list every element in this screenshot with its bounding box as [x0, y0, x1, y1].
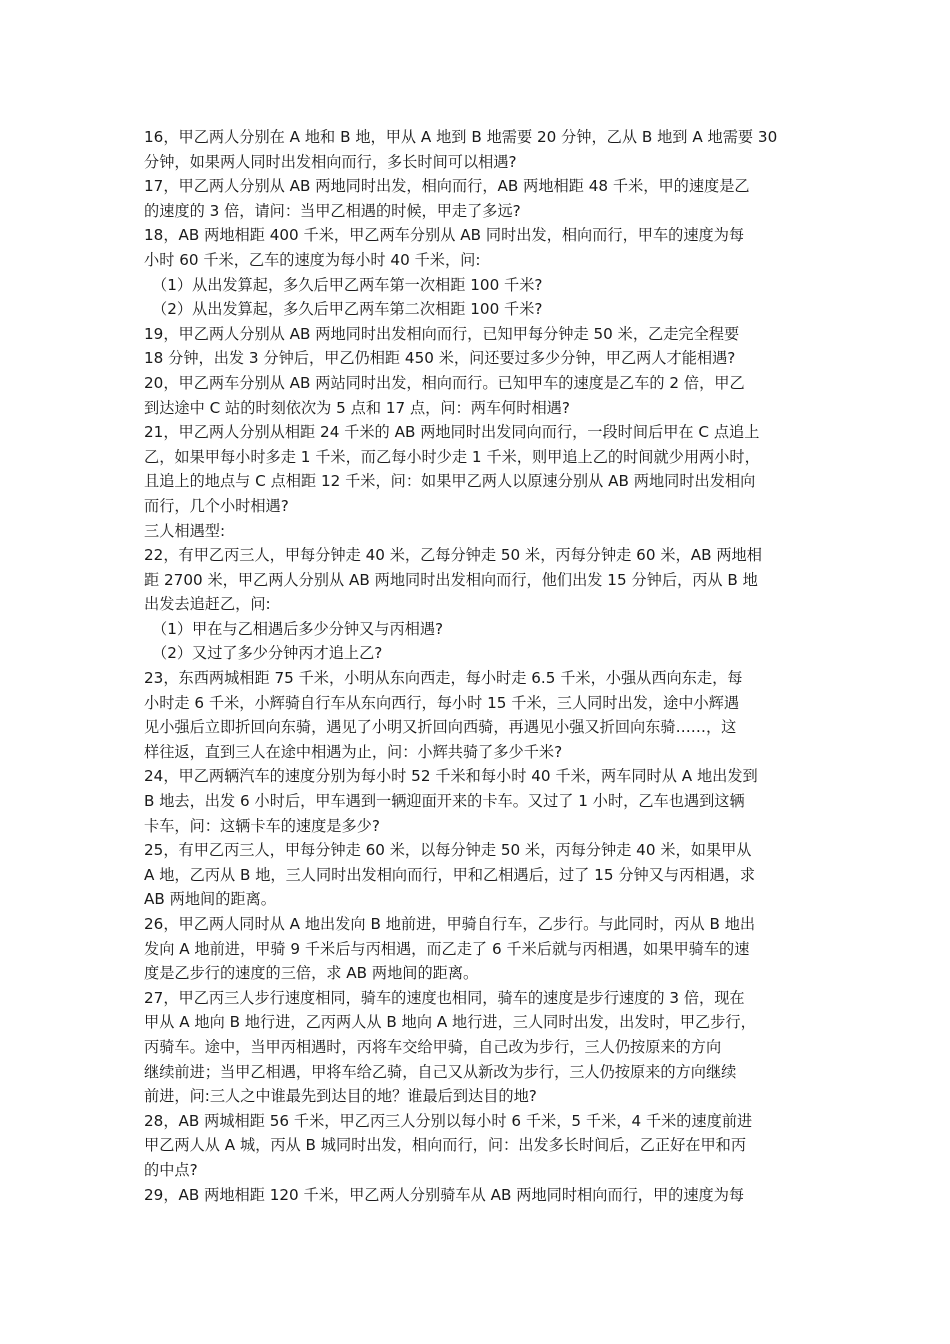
document-page — [144, 125, 816, 1207]
text-line: 见小强后立即折回向东骑，遇见了小明又折回向西骑，再遇见小强又折回向东骑……，这 — [144, 718, 737, 737]
text-line: 小时走 6 千米，小辉骑自行车从东向西行，每小时 15 千米，三人同时出发，途中小辉遇 — [144, 693, 740, 712]
text-line: 继续前进；当甲乙相遇，甲将车给乙骑，自己又从新改为步行，三人仍按原来的方向继续 — [144, 1062, 737, 1081]
text-line: 的速度的 3 倍，请问：当甲乙相遇的时候，甲走了多远? — [144, 201, 521, 220]
text-line: 21，甲乙两人分别从相距 24 千米的 AB 两地同时出发同向而行，一段时间后甲在 C 点追上 — [144, 423, 760, 442]
sub-question-line: （1）从出发算起，多久后甲乙两车第一次相距 100 千米? — [152, 275, 543, 294]
text-line: 28，AB 两城相距 56 千米，甲乙丙三人分别以每小时 6 千米，5 千米，4 千米的速度前进 — [144, 1111, 753, 1130]
sub-question-line: （2）又过了多少分钟丙才追上乙? — [152, 644, 383, 663]
text-line: 分钟，如果两人同时出发相向而行，多长时间可以相遇? — [144, 152, 517, 171]
text-line: B 地去，出发 6 小时后，甲车遇到一辆迎面开来的卡车。又过了 1 小时，乙车也遇到这辆 — [144, 792, 745, 811]
text-line: A 地，乙丙从 B 地，三人同时出发相向而行，甲和乙相遇后，过了 15 分钟又与丙相遇，求 — [144, 865, 756, 884]
text-line: 17，甲乙两人分别从 AB 两地同时出发，相向而行，AB 两地相距 48 千米，甲的速度是乙 — [144, 177, 750, 196]
text-line: 样往返，直到三人在途中相遇为止，问：小辉共骑了多少千米? — [144, 742, 563, 761]
text-line: 丙骑车。途中，当甲丙相遇时，丙将车交给甲骑，自己改为步行，三人仍按原来的方向 — [144, 1037, 722, 1056]
text-line: 19，甲乙两人分别从 AB 两地同时出发相向而行，已知甲每分钟走 50 米，乙走完全程要 — [144, 324, 740, 343]
text-line: 且追上的地点与 C 点相距 12 千米，问：如果甲乙两人以原速分别从 AB 两地同时出发相向 — [144, 472, 756, 491]
text-line: 27，甲乙丙三人步行速度相同，骑车的速度也相同，骑车的速度是步行速度的 3 倍，现在 — [144, 988, 745, 1007]
text-line: 乙，如果甲每小时多走 1 千米，而乙每小时少走 1 千米，则甲追上乙的时间就少用两小时， — [144, 447, 760, 466]
text-line: AB 两地间的距离。 — [144, 890, 276, 909]
text-line: 22，有甲乙丙三人，甲每分钟走 40 米，乙每分钟走 50 米，丙每分钟走 60 米，AB 两地相 — [144, 546, 762, 565]
text-line: 24，甲乙两辆汽车的速度分别为每小时 52 千米和每小时 40 千米，两车同时从 A 地出发到 — [144, 767, 758, 786]
text-line: 出发去追赶乙，问: — [144, 595, 271, 614]
sub-question-line: （2）从出发算起，多久后甲乙两车第二次相距 100 千米? — [152, 300, 543, 319]
text-line: 而行，几个小时相遇? — [144, 496, 289, 515]
text-line: 度是乙步行的速度的三倍，求 AB 两地间的距离。 — [144, 964, 479, 983]
text-line: 26，甲乙两人同时从 A 地出发向 B 地前进，甲骑自行车，乙步行。与此同时，丙从 B 地出 — [144, 915, 756, 933]
text-line: 到达途中 C 站的时刻依次为 5 点和 17 点，问：两车何时相遇? — [144, 398, 570, 417]
text-line: 卡车，问：这辆卡车的速度是多少? — [144, 816, 380, 835]
text-line: 16，甲乙两人分别在 A 地和 B 地，甲从 A 地到 B 地需要 20 分钟，乙从 B 地到 A 地需要 30 — [144, 128, 778, 146]
text-line: 发向 A 地前进，甲骑 9 千米后与丙相遇，而乙走了 6 千米后就与丙相遇，如果甲骑车的速 — [144, 939, 750, 958]
text-line: 距 2700 米，甲乙两人分别从 AB 两地同时出发相向而行，他们出发 15 分钟后，丙从 B 地 — [144, 570, 758, 589]
text-line: 29，AB 两地相距 120 千米，甲乙两人分别骑车从 AB 两地同时相向而行，甲的速度为每 — [144, 1185, 745, 1204]
text-line: 的中点? — [144, 1160, 198, 1179]
sub-question-line: （1）甲在与乙相遇后多少分钟又与丙相遇? — [152, 619, 444, 638]
text-line: 18 分钟，出发 3 分钟后，甲乙仍相距 450 米，问还要过多少分钟，甲乙两人才能相遇? — [144, 349, 736, 368]
text-line: 25，有甲乙丙三人，甲每分钟走 60 米，以每分钟走 50 米，丙每分钟走 40 米，如果甲从 — [144, 841, 752, 860]
text-line: 20，甲乙两车分别从 AB 两站同时出发，相向而行。已知甲车的速度是乙车的 2 倍，甲乙 — [144, 373, 745, 392]
text-line: 甲从 A 地向 B 地行进，乙丙两人从 B 地向 A 地行进，三人同时出发，出发时，甲乙步行， — [144, 1013, 756, 1032]
text-line: 23，东西两城相距 75 千米，小明从东向西走，每小时走 6.5 千米，小强从西向东走，每 — [144, 669, 743, 688]
text-line: 三人相遇型: — [144, 521, 226, 540]
text-line: 甲乙两人从 A 城，丙从 B 城同时出发，相向而行，问：出发多长时间后，乙正好在甲和丙 — [144, 1136, 747, 1155]
text-line: 前进，问:三人之中谁最先到达目的地？谁最后到达目的地? — [144, 1087, 537, 1106]
text-line: 18，AB 两地相距 400 千米，甲乙两车分别从 AB 同时出发，相向而行，甲车的速度为每 — [144, 226, 745, 245]
text-line: 小时 60 千米，乙车的速度为每小时 40 千米，问: — [144, 250, 481, 269]
